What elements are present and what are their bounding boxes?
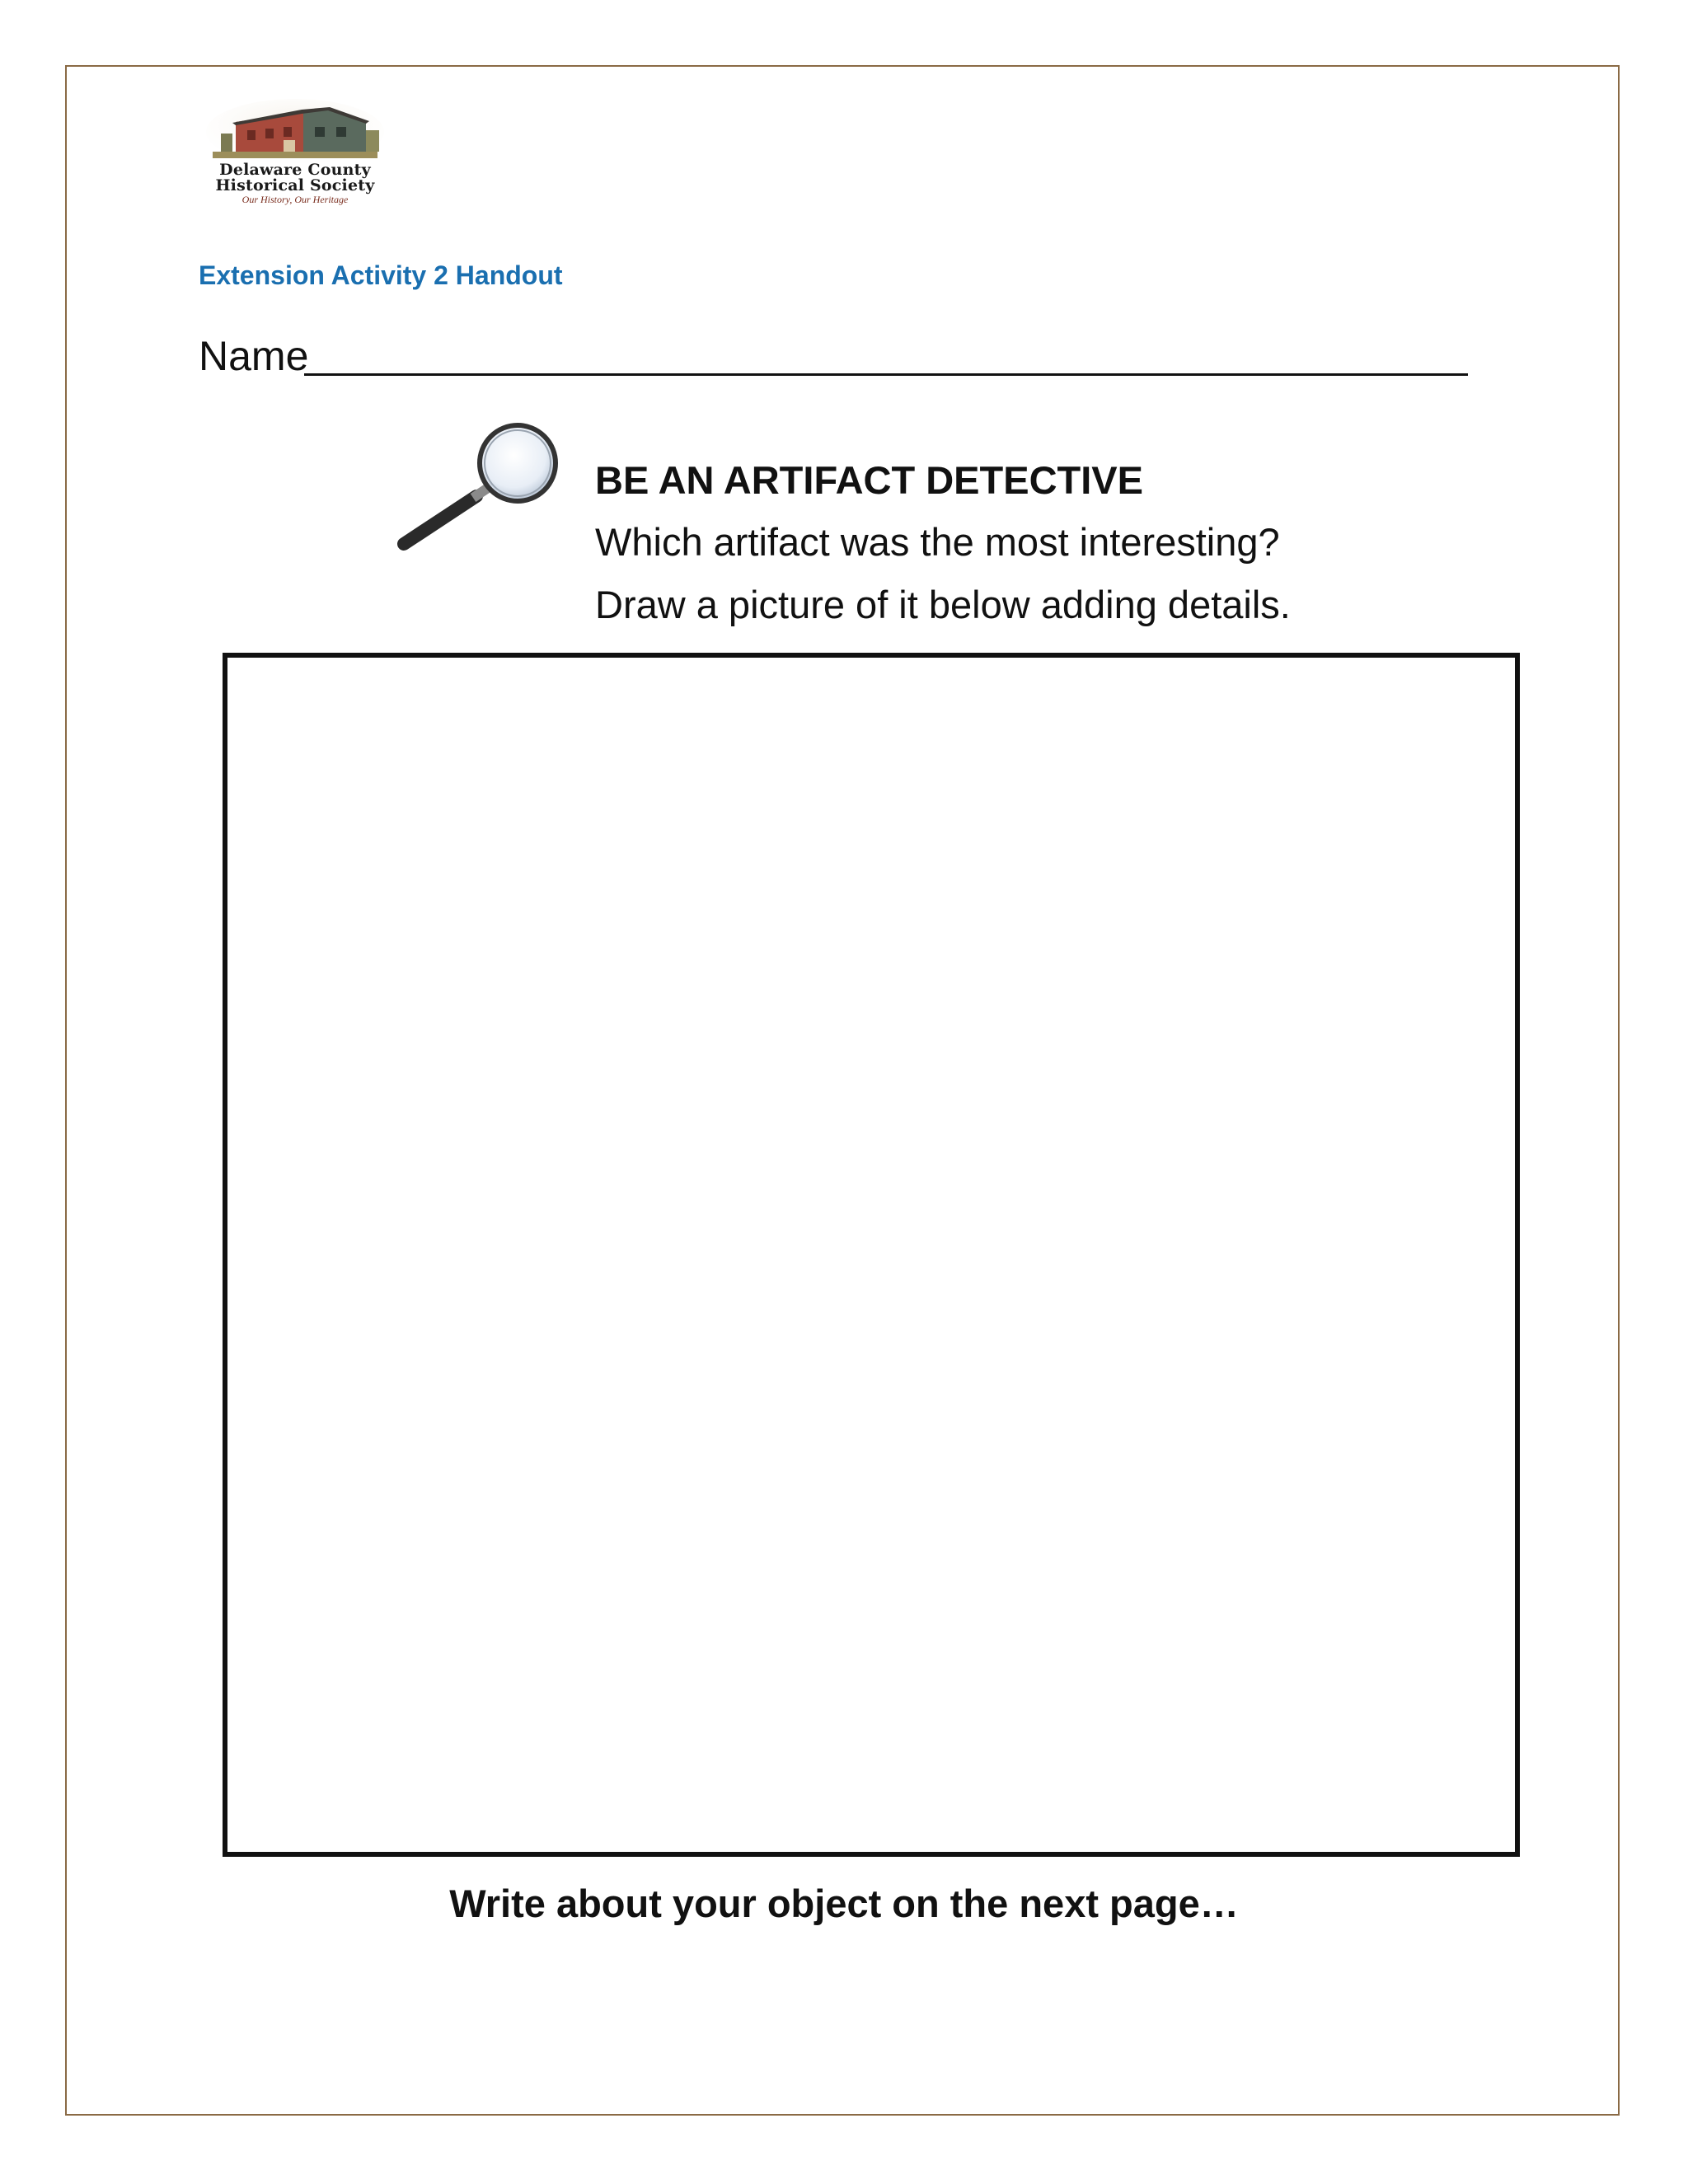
handout-subtitle: Extension Activity 2 Handout bbox=[199, 260, 563, 290]
logo-title-line1: Delaware County bbox=[219, 161, 371, 179]
magnifying-glass-icon bbox=[387, 417, 569, 557]
prompt-line: Draw a picture of it below adding details. bbox=[595, 583, 1291, 626]
name-underline[interactable] bbox=[304, 373, 1468, 376]
drawing-area[interactable] bbox=[223, 653, 1520, 1857]
society-logo bbox=[204, 97, 386, 211]
activity-heading: BE AN ARTIFACT DETECTIVE bbox=[595, 458, 1143, 502]
prompt-line: Which artifact was the most interesting? bbox=[595, 520, 1280, 564]
logo-title-line2: Historical Society bbox=[215, 176, 375, 194]
logo-tagline: Our History, Our Heritage bbox=[241, 194, 349, 205]
name-label: Name bbox=[199, 333, 309, 379]
barn-building-image bbox=[204, 97, 386, 163]
name-field[interactable] bbox=[199, 330, 1468, 382]
footer-note: Write about your object on the next page… bbox=[449, 1882, 1239, 1925]
